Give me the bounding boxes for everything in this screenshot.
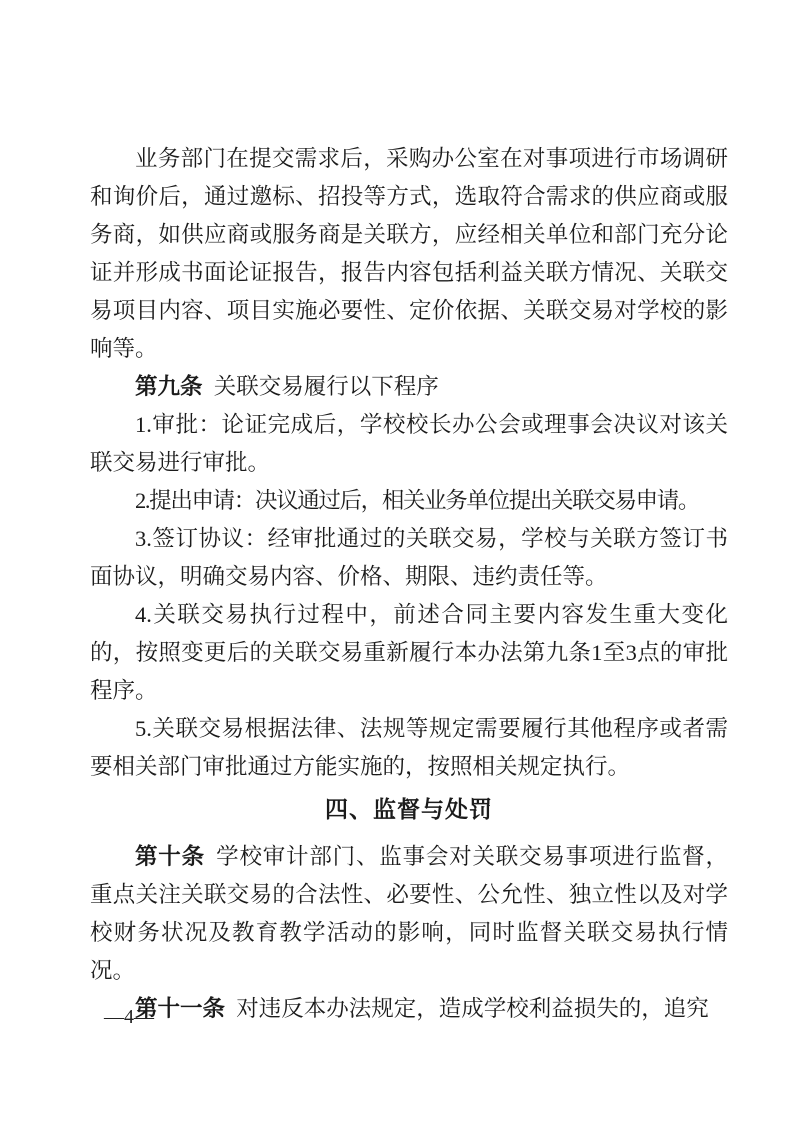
procedure-item-3: 3.签订协议：经审批通过的关联交易，学校与关联方签订书面协议，明确交易内容、价格、期限、违约责任等。: [90, 526, 728, 589]
procedure-item-4: 4.关联交易执行过程中，前述合同主要内容发生重大变化的，按照变更后的关联交易重新履行本办法第九条1至3点的审批程序。: [90, 602, 728, 703]
article-10-text: 学校审计部门、监事会对关联交易事项进行监督，重点关注关联交易的合法性、必要性、公允性、独立性以及对学校财务状况及教育教学活动的影响，同时监督关联交易执行情况。: [90, 844, 728, 983]
page-number: —4—: [104, 1006, 154, 1028]
article-10-label: 第十条: [135, 844, 205, 869]
article-11-text: 对违反本办法规定，造成学校利益损失的，追究: [236, 996, 709, 1021]
procedure-item-1: 1.审批：论证完成后，学校校长办公会或理事会决议对该关联交易进行审批。: [90, 412, 728, 475]
procedure-item-5: 5.关联交易根据法律、法规等规定需要履行其他程序或者需要相关部门审批通过方能实施的，按照相关规定执行。: [90, 716, 728, 779]
article-11-paragraph: [90, 990, 728, 1028]
procedure-item-2: 2.提出申请：决议通过后，相关业务单位提出关联交易申请。: [135, 488, 700, 513]
article-9-paragraph: [90, 368, 728, 406]
article-9-label: 第九条: [135, 374, 203, 399]
article-9-text: 关联交易履行以下程序: [213, 374, 439, 399]
intro-paragraph: 业务部门在提交需求后，采购办公室在对事项进行市场调研和询价后，通过邀标、招投等方式，选取符合需求的供应商或服务商，如供应商或服务商是关联方，应经相关单位和部门充分论证并形成书面论证报告，报告内容包括利益关联方情况、关联交易项目内容、项目实施必要性、定价依据、关联交易对学校的影响等。: [90, 146, 728, 361]
article-10-paragraph: [90, 838, 728, 990]
document-body: [90, 140, 728, 1028]
article-11-label: 第十一条: [135, 996, 226, 1021]
section-heading-supervision-penalties: 四、监督与处罚: [325, 796, 493, 822]
